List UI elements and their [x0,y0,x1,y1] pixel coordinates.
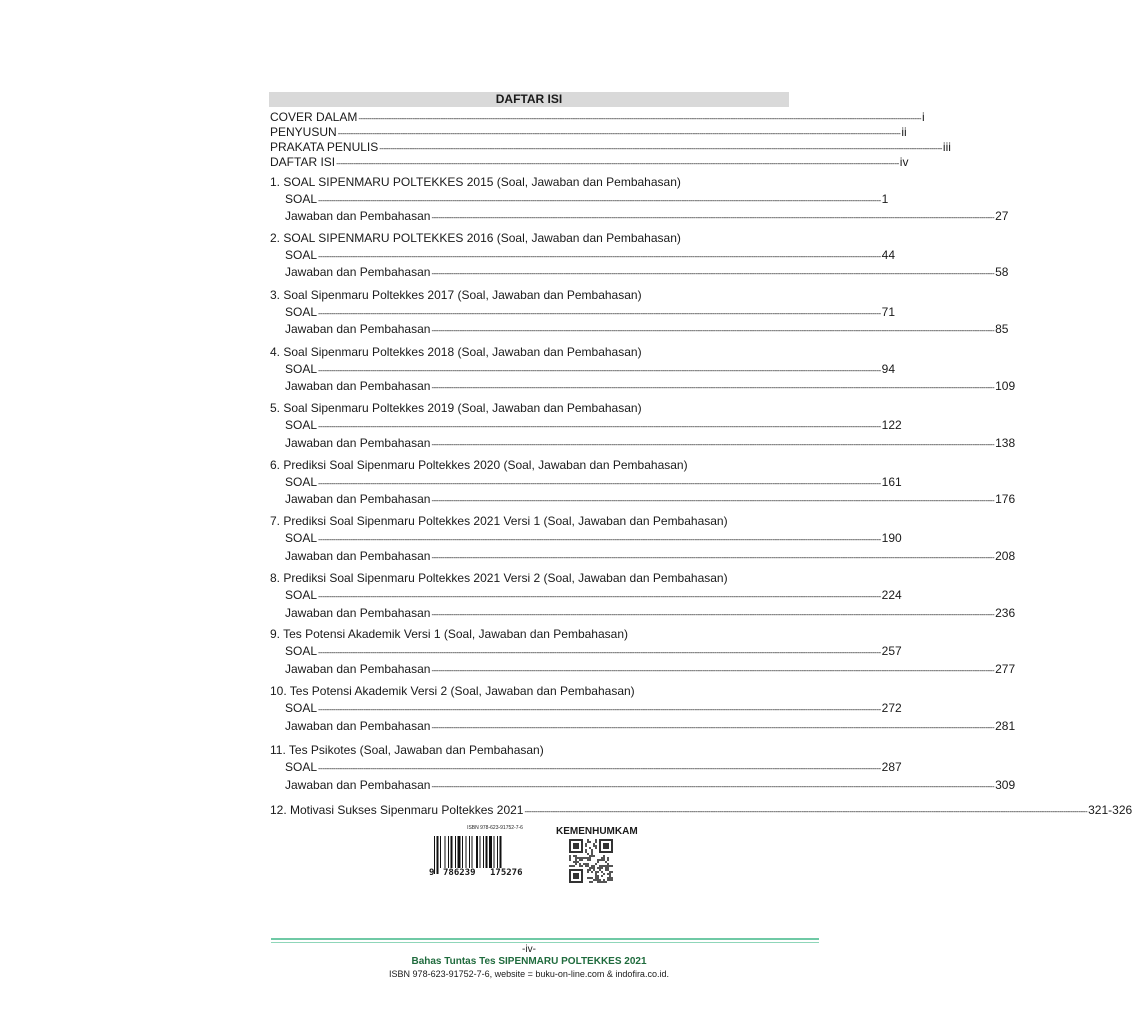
toc-entry-jawaban: Jawaban dan Pembahasan -------------------------------------------------------------------------------------------------------------------------------------------------------------------------------------------------------------------------------------------------------------------- 281 [285,719,1016,733]
toc-entry-soal: SOAL -------------------------------------------------------------------------------------------------------------------------------------------------------------------------------------------------------------------------------------------------------------------- 161 [285,475,902,489]
toc-entry-jawaban: Jawaban dan Pembahasan -------------------------------------------------------------------------------------------------------------------------------------------------------------------------------------------------------------------------------------------------------------------- 277 [285,662,1016,676]
toc-title: DAFTAR ISI [269,92,789,107]
toc-entry-soal: SOAL -------------------------------------------------------------------------------------------------------------------------------------------------------------------------------------------------------------------------------------------------------------------- 122 [285,418,902,432]
toc-entry-jawaban: Jawaban dan Pembahasan -------------------------------------------------------------------------------------------------------------------------------------------------------------------------------------------------------------------------------------------------------------------- 176 [285,492,1016,506]
toc-entry-jawaban: Jawaban dan Pembahasan -------------------------------------------------------------------------------------------------------------------------------------------------------------------------------------------------------------------------------------------------------------------- 85 [285,322,1009,336]
toc-entry-jawaban: Jawaban dan Pembahasan -------------------------------------------------------------------------------------------------------------------------------------------------------------------------------------------------------------------------------------------------------------------- 109 [285,379,1016,393]
footer-rule [271,938,819,940]
toc-entry-soal: SOAL -------------------------------------------------------------------------------------------------------------------------------------------------------------------------------------------------------------------------------------------------------------------- 190 [285,531,902,545]
toc-section-title: 6. Prediksi Soal Sipenmaru Poltekkes 2020 (Soal, Jawaban dan Pembahasan) [270,458,688,472]
toc-section-title: 9. Tes Potensi Akademik Versi 1 (Soal, Jawaban dan Pembahasan) [270,627,628,641]
qr-code-icon [569,839,613,883]
toc-entry-soal: SOAL -------------------------------------------------------------------------------------------------------------------------------------------------------------------------------------------------------------------------------------------------------------------- 287 [285,760,902,774]
toc-entry-soal: SOAL -------------------------------------------------------------------------------------------------------------------------------------------------------------------------------------------------------------------------------------------------------------------- 44 [285,248,896,262]
toc-entry-jawaban: Jawaban dan Pembahasan -------------------------------------------------------------------------------------------------------------------------------------------------------------------------------------------------------------------------------------------------------------------- 138 [285,436,1016,450]
toc-section-title: 1. SOAL SIPENMARU POLTEKKES 2015 (Soal, Jawaban dan Pembahasan) [270,175,681,189]
toc-entry-soal: SOAL -------------------------------------------------------------------------------------------------------------------------------------------------------------------------------------------------------------------------------------------------------------------- 224 [285,588,902,602]
toc-entry-jawaban: Jawaban dan Pembahasan -------------------------------------------------------------------------------------------------------------------------------------------------------------------------------------------------------------------------------------------------------------------- 208 [285,549,1016,563]
toc-entry-jawaban: Jawaban dan Pembahasan -------------------------------------------------------------------------------------------------------------------------------------------------------------------------------------------------------------------------------------------------------------------- 58 [285,265,1009,279]
toc-entry-penyusun: PENYUSUN -------------------------------------------------------------------------------------------------------------------------------------------------------------------------------------------------------------------------------------------------------------------- ii [270,125,907,139]
footer-book-title: Bahas Tuntas Tes SIPENMARU POLTEKKES 2021 [411,956,647,967]
toc-entry-jawaban: Jawaban dan Pembahasan -------------------------------------------------------------------------------------------------------------------------------------------------------------------------------------------------------------------------------------------------------------------- 236 [285,606,1016,620]
toc-entry-jawaban: Jawaban dan Pembahasan -------------------------------------------------------------------------------------------------------------------------------------------------------------------------------------------------------------------------------------------------------------------- 27 [285,209,1009,223]
toc-section-title: 5. Soal Sipenmaru Poltekkes 2019 (Soal, Jawaban dan Pembahasan) [270,401,642,415]
barcode-digit-prefix: 9 [429,868,435,878]
toc-section-title: 11. Tes Psikotes (Soal, Jawaban dan Pembahasan) [270,743,544,757]
toc-section-title: 10. Tes Potensi Akademik Versi 2 (Soal, Jawaban dan Pembahasan) [270,684,635,698]
toc-entry-soal: SOAL -------------------------------------------------------------------------------------------------------------------------------------------------------------------------------------------------------------------------------------------------------------------- 272 [285,701,902,715]
toc-entry-label: COVER DALAM [270,110,358,124]
footer-page-number: -iv- [522,944,536,955]
toc-entry-soal: SOAL -------------------------------------------------------------------------------------------------------------------------------------------------------------------------------------------------------------------------------------------------------------------- 71 [285,305,896,319]
isbn-barcode-caption: ISBN 978-623-91752-7-6 [467,825,523,831]
toc-section-title: 8. Prediksi Soal Sipenmaru Poltekkes 2021 Versi 2 (Soal, Jawaban dan Pembahasan) [270,571,728,585]
toc-entry-label: PENYUSUN [270,125,337,139]
toc-entry-soal: SOAL -------------------------------------------------------------------------------------------------------------------------------------------------------------------------------------------------------------------------------------------------------------------- 257 [285,644,902,658]
toc-entry-label: DAFTAR ISI [270,155,336,169]
barcode-digits-right: 175276 [490,868,523,878]
toc-entry-prakata: PRAKATA PENULIS -------------------------------------------------------------------------------------------------------------------------------------------------------------------------------------------------------------------------------------------------------------------- iii [270,140,951,154]
barcode-digits-left: 786239 [443,868,476,878]
publisher-mark: KEMENHUMKAM [556,826,638,837]
toc-section-title: 4. Soal Sipenmaru Poltekkes 2018 (Soal, Jawaban dan Pembahasan) [270,345,642,359]
toc-entry-page: iii [942,140,951,154]
toc-section-title: 2. SOAL SIPENMARU POLTEKKES 2016 (Soal, Jawaban dan Pembahasan) [270,231,681,245]
toc-entry-label: PRAKATA PENULIS [270,140,379,154]
toc-entry-soal: SOAL -------------------------------------------------------------------------------------------------------------------------------------------------------------------------------------------------------------------------------------------------------------------- 1 [285,192,889,206]
toc-entry-jawaban: Jawaban dan Pembahasan -------------------------------------------------------------------------------------------------------------------------------------------------------------------------------------------------------------------------------------------------------------------- 309 [285,778,1016,792]
footer-isbn-line: ISBN 978-623-91752-7-6, website = buku-on-line.com & indofira.co.id. [389,969,669,979]
toc-entry-cover: COVER DALAM -------------------------------------------------------------------------------------------------------------------------------------------------------------------------------------------------------------------------------------------------------------------- i [270,110,925,124]
toc-section-title: 3. Soal Sipenmaru Poltekkes 2017 (Soal, Jawaban dan Pembahasan) [270,288,642,302]
toc-entry-page: iv [899,155,909,169]
toc-entry-page: i [922,110,925,124]
toc-entry-page: ii [901,125,907,139]
footer-rule-thin [271,942,819,943]
toc-entry-daftar-isi: DAFTAR ISI -------------------------------------------------------------------------------------------------------------------------------------------------------------------------------------------------------------------------------------------------------------------- iv [270,155,909,169]
toc-entry-motivasi: 12. Motivasi Sukses Sipenmaru Poltekkes 2021 -------------------------------------------------------------------------------------------------------------------------------------------------------------------------------------------------------------------------------------------------------------------- 321-326 [270,803,1132,817]
toc-section-title: 7. Prediksi Soal Sipenmaru Poltekkes 2021 Versi 1 (Soal, Jawaban dan Pembahasan) [270,514,728,528]
toc-entry-soal: SOAL -------------------------------------------------------------------------------------------------------------------------------------------------------------------------------------------------------------------------------------------------------------------- 94 [285,362,896,376]
